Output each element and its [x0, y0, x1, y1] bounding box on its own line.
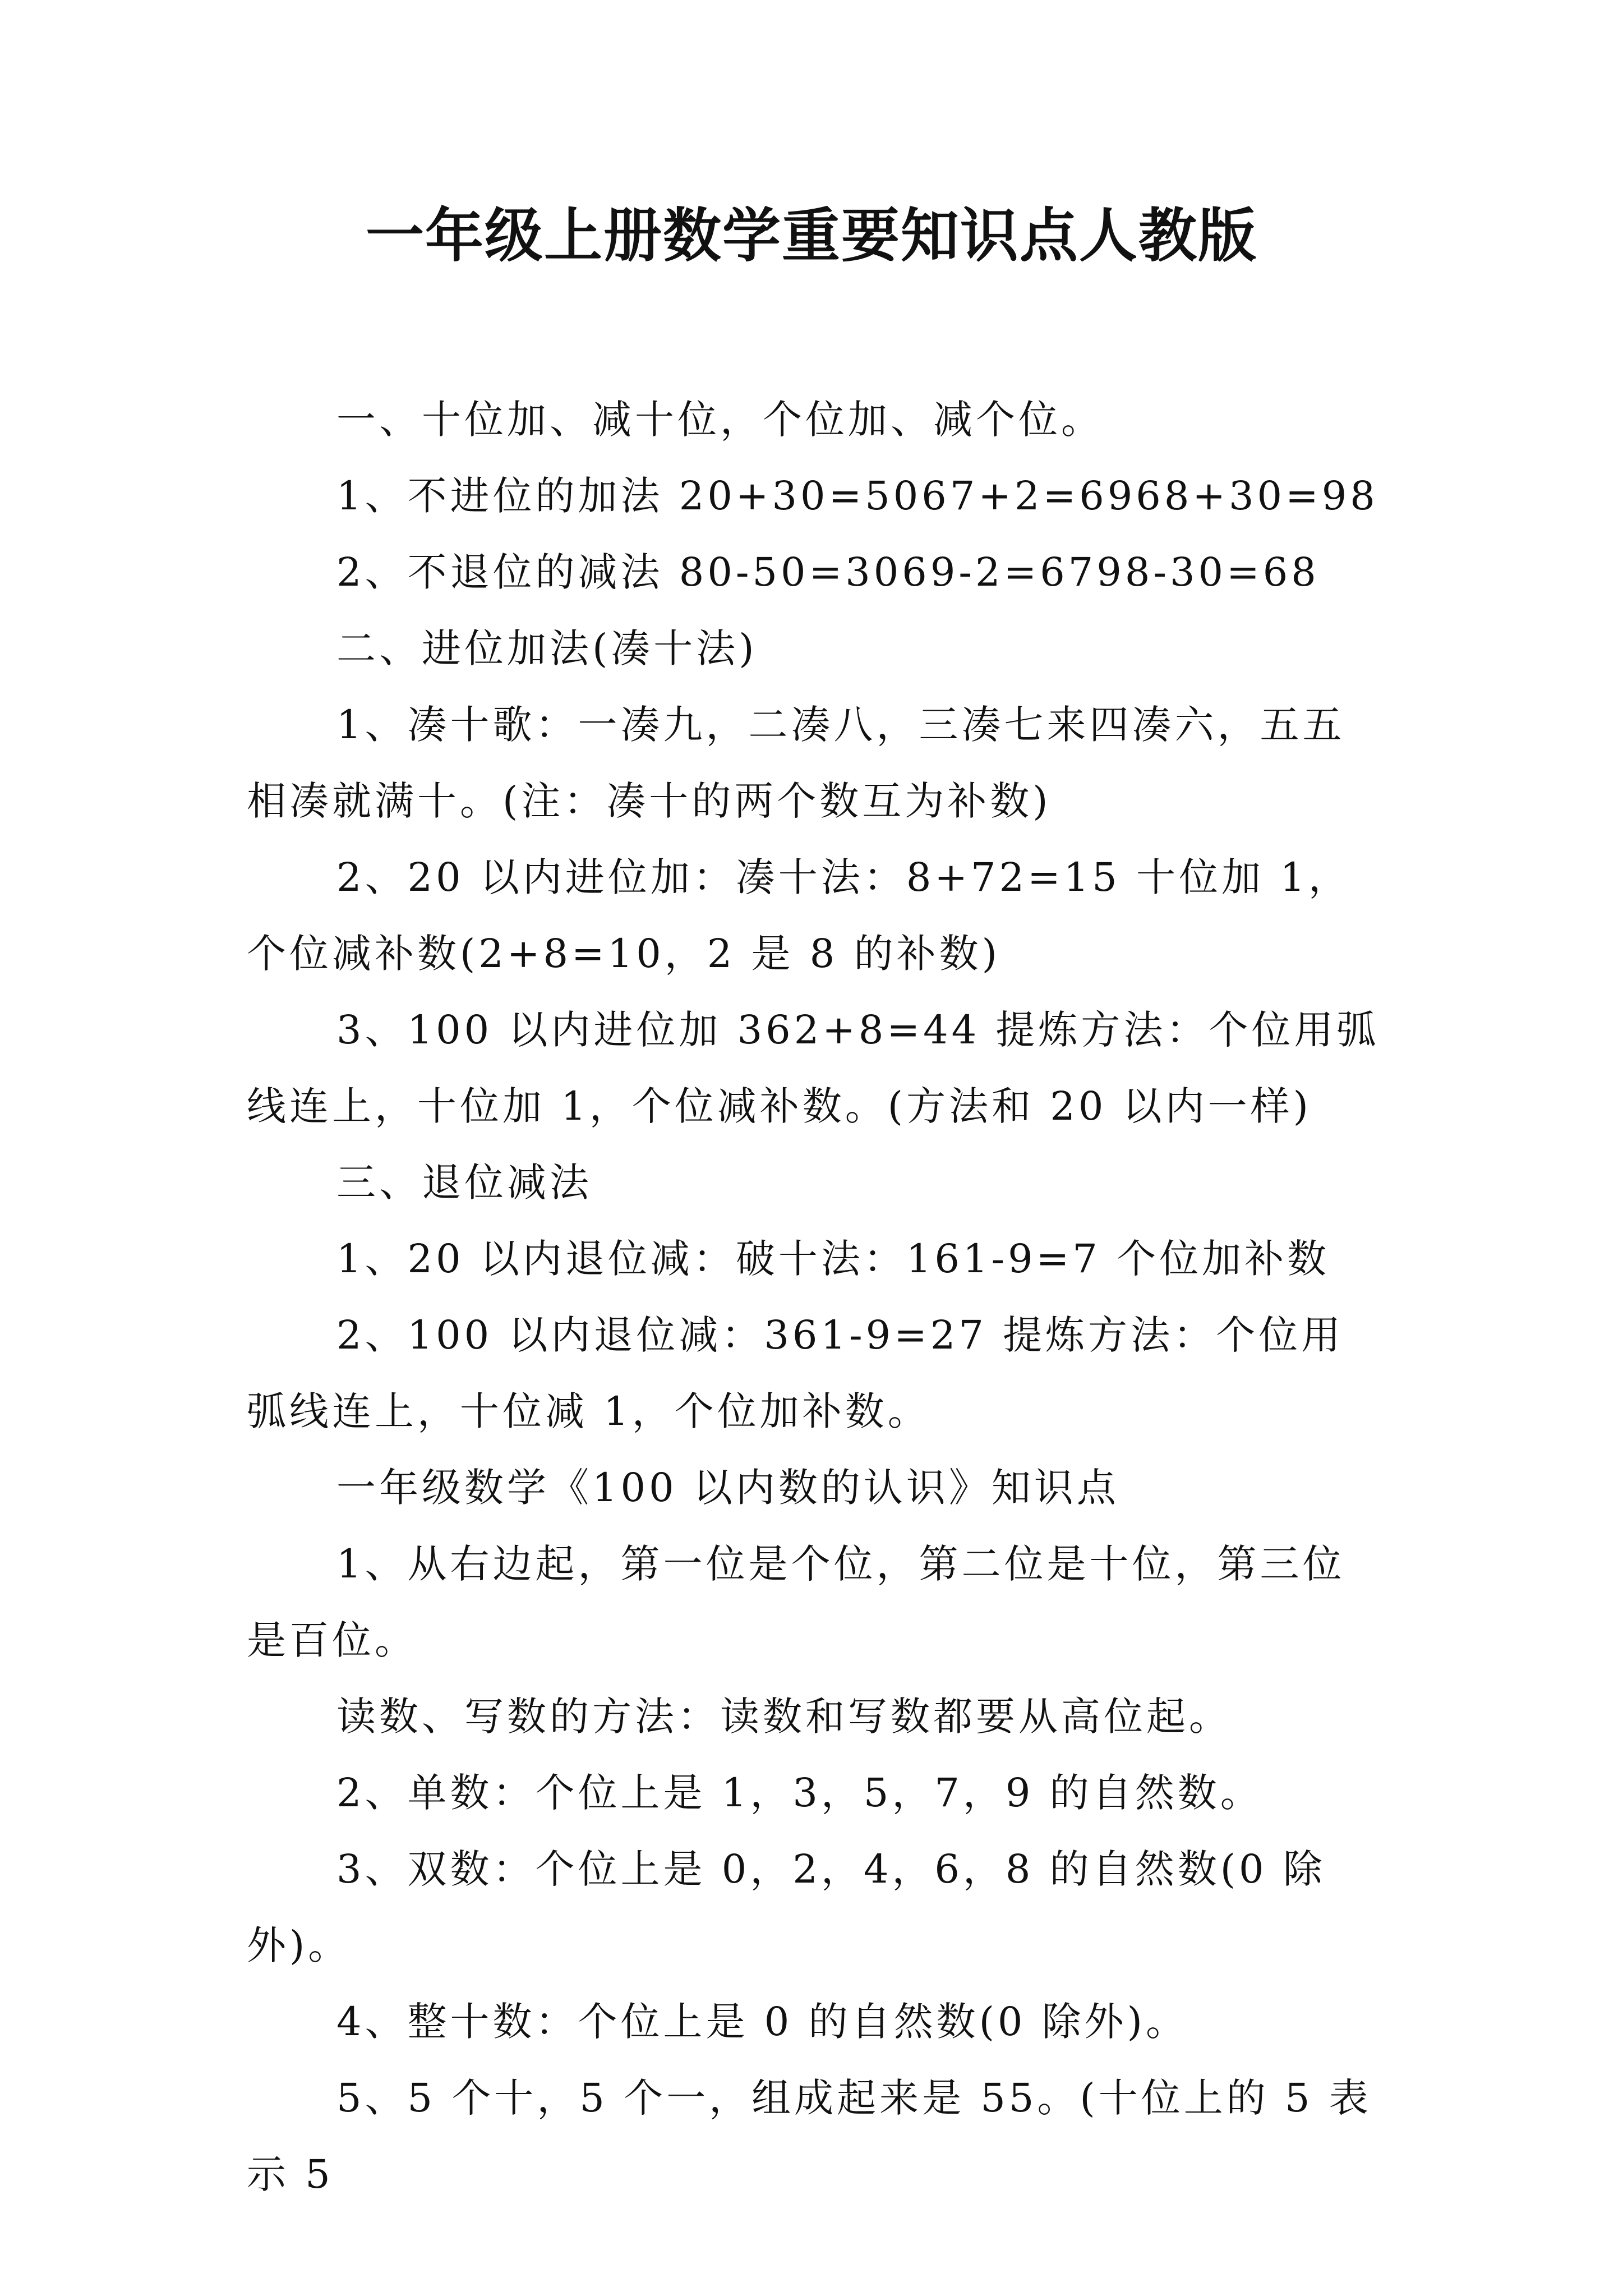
document-title: 一年级上册数学重要知识点人教版: [365, 201, 1257, 270]
document-body: [247, 381, 1380, 2212]
paragraph: 一、十位加、减十位，个位加、减个位。: [336, 397, 1104, 443]
paragraph: 2、100 以内退位减：361-9=27 提炼方法：个位用弧线连上，十位减 1，个位加补数。: [247, 1312, 1344, 1434]
paragraph: 一年级数学《100 以内数的认识》知识点: [336, 1465, 1119, 1511]
paragraph: 3、100 以内进位加 362+8=44 提炼方法：个位用弧线连上，十位加 1，个位减补数。(方法和 20 以内一样): [247, 1007, 1380, 1129]
paragraph: 1、不进位的加法 20+30=5067+2=6968+30=98: [336, 473, 1378, 519]
paragraph: 3、双数：个位上是 0，2，4，6，8 的自然数(0 除外)。: [247, 1846, 1326, 1968]
paragraph: 5、5 个十，5 个一，组成起来是 55。(十位上的 5 表示 5: [247, 2075, 1372, 2197]
paragraph: 二、进位加法(凑十法): [336, 625, 758, 671]
paragraph: 读数、写数的方法：读数和写数都要从高位起。: [336, 1694, 1232, 1740]
paragraph: 2、单数：个位上是 1，3，5，7，9 的自然数。: [336, 1770, 1263, 1816]
paragraph: 1、凑十歌：一凑九，二凑八，三凑七来四凑六，五五相凑就满十。(注：凑十的两个数互为补数): [247, 702, 1345, 824]
paragraph: 2、不退位的减法 80-50=3069-2=6798-30=68: [336, 549, 1320, 595]
paragraph: 1、20 以内退位减：破十法：161-9=7 个位加补数: [336, 1236, 1330, 1282]
paragraph: 1、从右边起，第一位是个位，第二位是十位，第三位是百位。: [247, 1541, 1345, 1663]
paragraph: 2、20 以内进位加：凑十法：8+72=15 十位加 1，个位减补数(2+8=10，2 是 8 的补数): [247, 854, 1351, 977]
paragraph: 4、整十数：个位上是 0 的自然数(0 除外)。: [336, 1999, 1188, 2045]
paragraph: 三、退位减法: [336, 1159, 592, 1205]
